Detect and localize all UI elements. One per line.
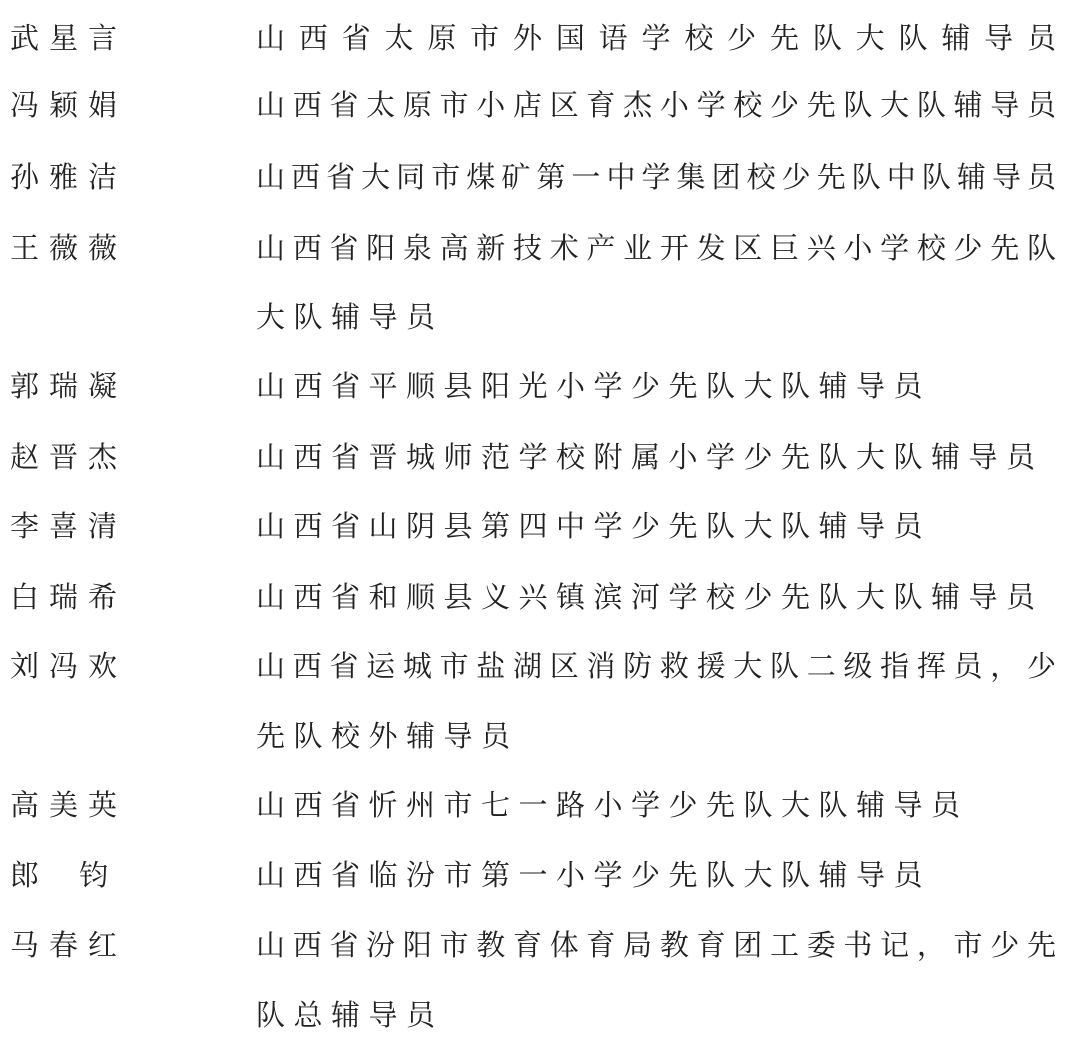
affiliation-line: 山西省运城市盐湖区消防救援大队二级指挥员，少: [256, 649, 1056, 683]
affiliation-line: 山西省忻州市七一路小学少先队大队辅导员: [256, 788, 969, 822]
affiliation-line: 山西省山阴县第四中学少先队大队辅导员: [256, 509, 932, 543]
person-name: 赵晋杰: [10, 440, 128, 474]
affiliation-line: 山西省平顺县阳光小学少先队大队辅导员: [256, 369, 932, 403]
affiliation-line: 山西省临汾市第一小学少先队大队辅导员: [256, 858, 932, 892]
affiliation-line-continued: 大队辅导员: [256, 300, 444, 334]
affiliation-line: 山西省和顺县义兴镇滨河学校少先队大队辅导员: [256, 580, 1044, 614]
affiliation-line: 山西省大同市煤矿第一中学集团校少先队中队辅导员: [256, 160, 1056, 194]
affiliation-line: 山西省晋城师范学校附属小学少先队大队辅导员: [256, 440, 1044, 474]
affiliation-line: 山西省阳泉高新技术产业开发区巨兴小学校少先队: [256, 231, 1056, 265]
person-name: 高美英: [10, 788, 128, 822]
person-name: 李喜清: [10, 509, 128, 543]
person-name: 孙雅洁: [10, 160, 128, 194]
affiliation-line-continued: 先队校外辅导员: [256, 719, 519, 753]
person-name: 马春红: [10, 928, 128, 962]
affiliation-line: 山西省太原市小店区育杰小学校少先队大队辅导员: [256, 88, 1056, 122]
affiliation-line: 山西省汾阳市教育体育局教育团工委书记，市少先: [256, 928, 1056, 962]
affiliation-line: 山西省太原市外国语学校少先队大队辅导员: [256, 21, 1056, 55]
person-name: 冯颖娟: [10, 88, 128, 122]
affiliation-line-continued: 队总辅导员: [256, 998, 444, 1032]
person-name: 王薇薇: [10, 231, 128, 265]
person-name: 武星言: [10, 21, 128, 55]
person-name: 刘冯欢: [10, 649, 128, 683]
person-name: 白瑞希: [10, 580, 128, 614]
person-name: 郎钧: [10, 858, 149, 892]
person-name: 郭瑞凝: [10, 369, 128, 403]
